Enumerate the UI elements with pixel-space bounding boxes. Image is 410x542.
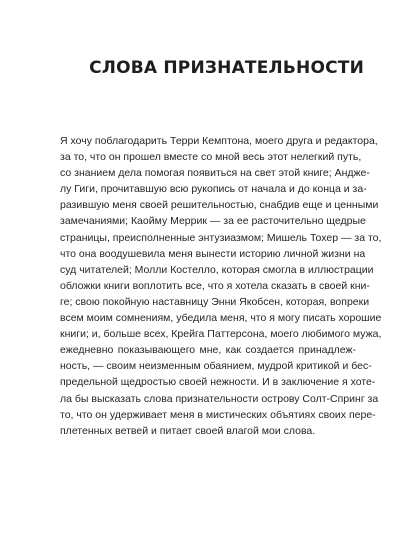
paragraph-line: ность, — своим неизменным обаянием, мудрой критикой и бес-	[60, 360, 372, 373]
paragraph-line: что она воодушевила меня вынести историю личной жизни на	[60, 247, 366, 260]
paragraph-line: то, что он удерживает меня в мистических объятиях своих пере-	[60, 408, 376, 421]
paragraph-line: за то, что он прошел вместе со мной весь этот нелегкий путь,	[60, 151, 362, 164]
paragraph-line: книги; и, больше всех, Крейга Паттерсона, моего любимого мужа,	[60, 328, 382, 341]
page-heading: СЛОВА ПРИЗНАТЕЛЬНОСТИ	[89, 58, 364, 78]
paragraph-line: ежедневно показывающего мне, как создается принадлеж-	[60, 344, 356, 357]
paragraph-line: всем моим сомнениям, убедила меня, что я могу писать хорошие	[60, 312, 382, 325]
paragraph-line: Я хочу поблагодарить Терри Кемптона, моего друга и редактора,	[60, 135, 378, 147]
paragraph-line: разившую меня своей решительностью, снабдив еще и ценными	[60, 199, 379, 212]
paragraph-line: страницы, преисполненные энтузиазмом; Мишель Тохер — за то,	[60, 231, 382, 244]
paragraph-line: плетенных ветвей и питает своей влагой мои слова.	[60, 424, 316, 437]
paragraph-line: лу Гиги, прочитавшую всю рукопись от начала и до конца и за-	[60, 183, 367, 196]
paragraph-line: ла бы высказать слова признательности острову Солт-Спринг за	[60, 392, 379, 405]
paragraph-line: со знанием дела помогая появиться на свет этой книге; Андже-	[60, 167, 370, 180]
paragraph-line: обложки книги воплотить все, что я хотела сказать в своей кни-	[60, 279, 370, 292]
paragraph-line: ге; свою покойную наставницу Энни Якобсен, которая, вопреки	[60, 295, 370, 308]
paragraph-line: замечаниями; Каойму Меррик — за ее расточительно щедрые	[60, 215, 366, 228]
paragraph-line: предельной щедростью своей нежности. И в заключение я хоте-	[60, 376, 376, 389]
paragraph-line: суд читателей; Молли Костелло, которая смогла в иллюстрации	[60, 263, 374, 276]
acknowledgements-paragraph	[60, 133, 382, 439]
